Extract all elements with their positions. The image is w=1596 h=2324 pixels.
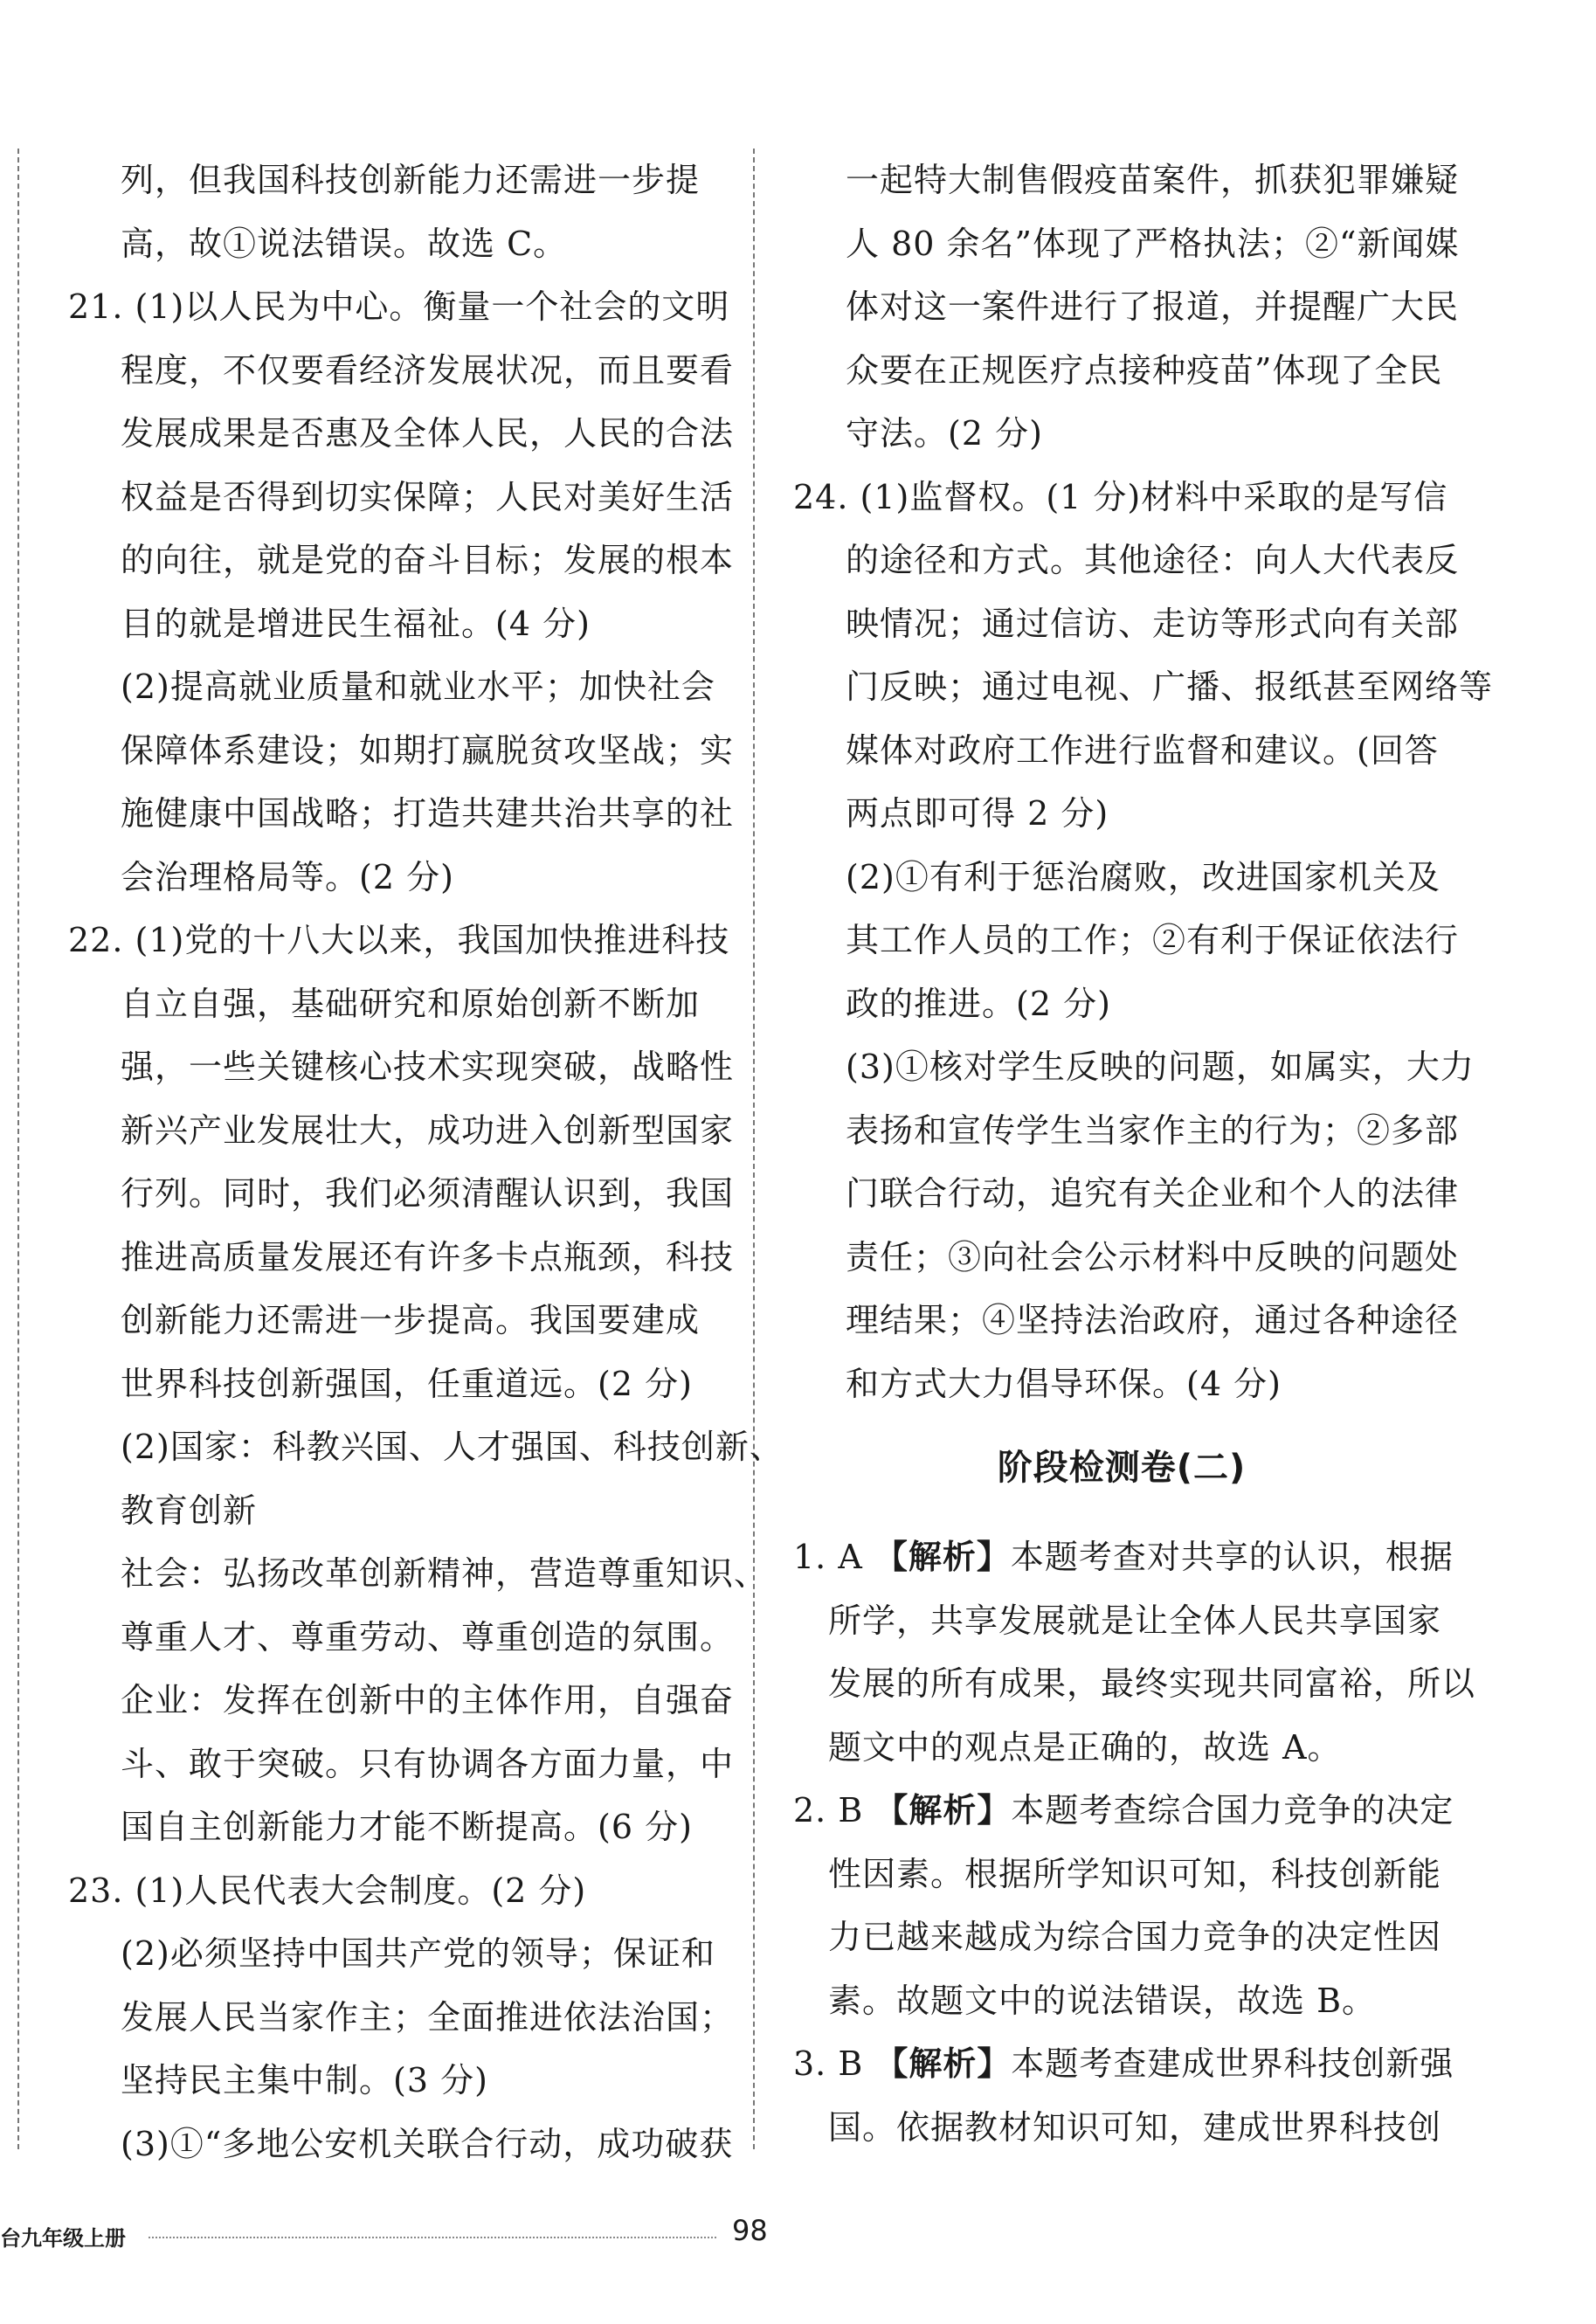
text-line: 映情况；通过信访、走访等形式向有关部 [846,604,1460,643]
text-line [793,2032,1454,2096]
text-line: (3)①核对学生反映的问题，如属实，大力 [846,1048,1475,1086]
analysis-label: 【解析】 [874,2044,1012,2083]
text-line: 责任；③向社会公示材料中反映的问题处 [846,1237,1460,1276]
left-column [68,149,784,2175]
text-line: 发展的所有成果，最终实现共同富裕，所以 [828,1664,1476,1703]
text-line: 坚持民主集中制。(3 分) [121,2061,488,2099]
text-line: 24. (1)监督权。(1 分)材料中采取的是写信 [793,477,1448,516]
text-line: 所学，共享发展就是让全体人民共享国家 [828,1601,1442,1640]
text-line: 21. (1)以人民为中心。衡量一个社会的文明 [68,287,730,326]
text-line: 社会：弘扬改革创新精神，营造尊重知识、 [121,1554,769,1593]
text-line: 性因素。根据所学知识可知，科技创新能 [828,1854,1442,1893]
text-line: 程度，不仅要看经济发展状况，而且要看 [121,350,735,390]
text-line: (2)必须坚持中国共产党的领导；保证和 [121,1934,715,1973]
section-heading: 阶段检测卷(二) [997,1448,1247,1488]
text-line: 目的就是增进民生福祉。(4 分) [121,604,591,643]
text-line: (2)国家：科教兴国、人才强国、科技创新、 [121,1428,784,1466]
cut-line-left [17,149,19,2149]
text-line: (2)①有利于惩治腐败，改进国家机关及 [846,857,1441,896]
text-line: 企业：发挥在创新中的主体作用，自强奋 [121,1681,735,1719]
text-line: 行列。同时，我们必须清醒认识到，我国 [121,1174,735,1213]
text-line: 权益是否得到切实保障；人民对美好生活 [121,477,735,516]
text-line: 两点即可得 2 分) [846,794,1109,833]
text-line: 一起特大制售假疫苗案件，抓获犯罪嫌疑 [846,161,1460,199]
text-line: (3)①“多地公安机关联合行动，成功破获 [121,2124,734,2163]
text-line: 世界科技创新强国，任重道远。(2 分) [121,1364,693,1403]
text-line: 的向往，就是党的奋斗目标；发展的根本 [121,541,735,579]
line-text: 本题考查建成世界科技创新强 [1011,2044,1454,2083]
text-line: 国自主创新能力才能不断提高。(6 分) [121,1808,693,1846]
text-line [793,1779,1454,1843]
text-line: 守法。(2 分) [846,414,1043,453]
analysis-label: 【解析】 [874,1790,1012,1829]
question-number: 2. B [793,1791,875,1829]
text-line: 体对这一案件进行了报道，并提醒广大民 [846,287,1460,326]
text-line: 力已越来越成为综合国力竞争的决定性因 [828,1918,1442,1956]
text-line: 尊重人才、尊重劳动、尊重创造的氛围。 [121,1617,735,1657]
right-column-answers [793,149,1494,1415]
question-number: 3. B [793,2044,875,2083]
text-line: 施健康中国战略；打造共建共治共享的社 [121,794,735,833]
text-line: 斗、敢于突破。只有协调各方面力量，中 [121,1744,735,1783]
analysis-label: 【解析】 [874,1537,1011,1576]
text-line: 素。故题文中的说法错误，故选 B。 [828,1981,1377,2020]
text-line: 22. (1)党的十八大以来，我国加快推进科技 [68,921,730,959]
text-line: 理结果；④坚持法治政府，通过各种途径 [846,1301,1460,1339]
page-number: 98 [732,2214,768,2247]
text-line: 发展成果是否惠及全体人民，人民的合法 [121,414,735,453]
line-text: 本题考查综合国力竞争的决定 [1011,1791,1454,1829]
text-line: 人 80 余名”体现了严格执法；②“新闻媒 [846,224,1460,263]
text-line: 高，故①说法错误。故选 C。 [121,224,568,263]
text-line: 创新能力还需进一步提高。我国要建成 [121,1301,701,1339]
text-line: 国。依据教材知识可知，建成世界科技创 [828,2107,1442,2147]
text-line: 其工作人员的工作；②有利于保证依法行 [846,921,1460,959]
text-line: 23. (1)人民代表大会制度。(2 分) [68,1871,587,1910]
text-line: 教育创新 [121,1491,258,1530]
right-column-solutions [793,1525,1476,2159]
text-line: 的途径和方式。其他途径：向人大代表反 [846,541,1460,579]
text-line: (2)提高就业质量和就业水平；加快社会 [121,667,715,706]
text-line: 媒体对政府工作进行监督和建议。(回答 [846,730,1439,770]
text-line: 会治理格局等。(2 分) [121,857,454,896]
text-line [793,1525,1454,1589]
text-line: 众要在正规医疗点接种疫苗”体现了全民 [846,350,1443,390]
right-column [793,149,1494,2159]
footer-divider [149,2237,716,2238]
text-line: 新兴产业发展壮大，成功进入创新型国家 [121,1110,735,1150]
text-line: 列，但我国科技创新能力还需进一步提 [121,161,701,199]
page-footer [0,2210,1596,2263]
line-text: 本题考查对共享的认识，根据 [1010,1538,1454,1576]
text-line: 发展人民当家作主；全面推进依法治国； [121,1997,735,2037]
text-line: 和方式大力倡导环保。(4 分) [846,1364,1282,1403]
footer-book-label: 台九年级上册 [0,2226,126,2251]
text-line: 自立自强，基础研究和原始创新不断加 [121,984,701,1023]
text-line: 门反映；通过电视、广播、报纸甚至网络等 [846,667,1494,706]
question-number: 1. A [793,1538,874,1576]
text-line: 表扬和宣传学生当家作主的行为；②多部 [846,1110,1460,1150]
text-line: 推进高质量发展还有许多卡点瓶颈，科技 [121,1237,735,1276]
text-line: 政的推进。(2 分) [846,984,1111,1023]
cut-line-middle [753,149,755,2149]
text-line: 门联合行动，追究有关企业和个人的法律 [846,1174,1460,1213]
text-line: 强，一些关键核心技术实现突破，战略性 [121,1048,735,1086]
text-line: 保障体系建设；如期打赢脱贫攻坚战；实 [121,730,735,770]
text-line: 题文中的观点是正确的，故选 A。 [828,1727,1342,1767]
